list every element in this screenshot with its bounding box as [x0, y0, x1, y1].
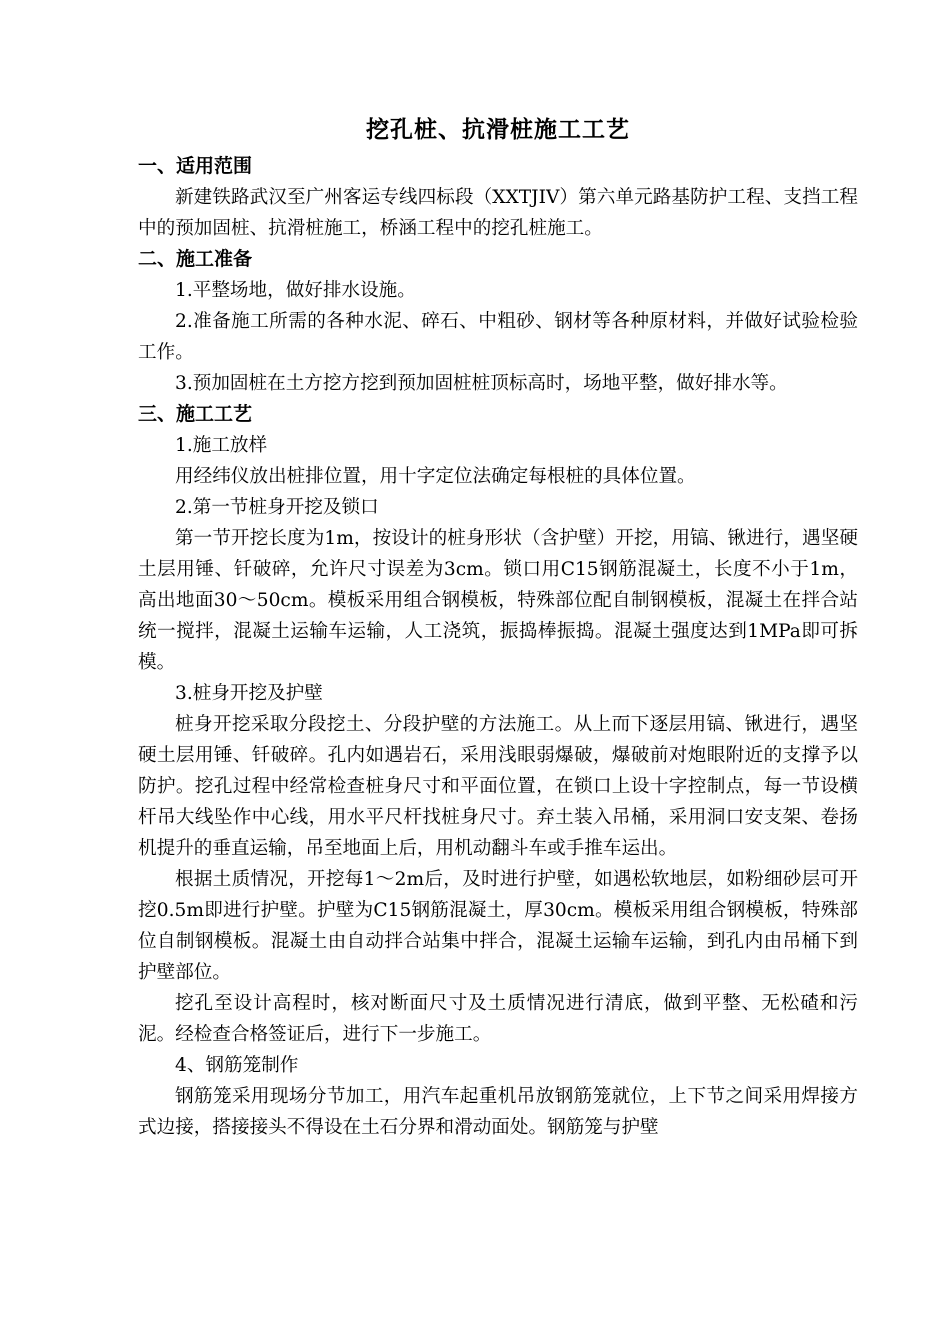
- document-title: 挖孔桩、抗滑桩施工工艺: [366, 116, 630, 143]
- subheading-excavation: 3.桩身开挖及护壁: [175, 683, 323, 704]
- paragraph-scope: 新建铁路武汉至广州客运专线四标段（XXTJIV）第六单元路基防护工程、支挡工程中的预加固桩、抗滑桩施工，桥涵工程中的挖孔桩施工。: [138, 187, 858, 239]
- subheading-layout: 1.施工放样: [175, 435, 268, 456]
- paragraph-prep-1: 1.平整场地，做好排水设施。: [175, 280, 416, 301]
- paragraph-rebar-cage: 钢筋笼采用现场分节加工，用汽车起重机吊放钢筋笼就位，上下节之间采用焊接方式边接，搭接接头不得设在土石分界和滑动面处。钢筋笼与护壁: [138, 1086, 858, 1138]
- section-heading-preparation: 二、施工准备: [138, 248, 253, 270]
- paragraph-prep-3: 3.预加固桩在土方挖方挖到预加固桩桩顶标高时，场地平整，做好排水等。: [175, 373, 788, 394]
- subheading-rebar-cage: 4、钢筋笼制作: [175, 1055, 299, 1076]
- document-content: [138, 112, 858, 1143]
- subheading-first-section: 2.第一节桩身开挖及锁口: [175, 497, 379, 518]
- section-heading-process: 三、施工工艺: [138, 403, 253, 425]
- paragraph-first-section: 第一节开挖长度为1m，按设计的桩身形状（含护壁）开挖，用镐、锹进行，遇坚硬土层用锤、钎破碎，允许尺寸误差为3cm。锁口用C15钢筋混凝土，长度不小于1m，高出地面30～50cm。模板采用组合钢模板，特殊部位配自制钢模板，混凝土在拌合站统一搅拌，混凝土运输车运输，人工浇筑，振捣棒振捣。混凝土强度达到1MPa即可拆模。: [138, 528, 858, 673]
- paragraph-bottom-cleaning: 挖孔至设计高程时，核对断面尺寸及土质情况进行清底，做到平整、无松碴和污泥。经检查合格签证后，进行下一步施工。: [138, 993, 858, 1045]
- section-heading-scope: 一、适用范围: [138, 155, 253, 177]
- paragraph-layout: 用经纬仪放出桩排位置，用十字定位法确定每根桩的具体位置。: [175, 466, 696, 487]
- paragraph-wall-protection: 根据土质情况，开挖每1～2m后，及时进行护壁，如遇松软地层，如粉细砂层可开挖0.5m即进行护壁。护壁为C15钢筋混凝土，厚30cm。模板采用组合钢模板，特殊部位自制钢模板。混凝土由自动拌合站集中拌合，混凝土运输车运输，到孔内由吊桶下到护壁部位。: [138, 869, 858, 983]
- paragraph-prep-2: 2.准备施工所需的各种水泥、碎石、中粗砂、钢材等各种原材料，并做好试验检验工作。: [138, 311, 858, 363]
- paragraph-excavation: 桩身开挖采取分段挖土、分段护壁的方法施工。从上而下逐层用镐、锹进行，遇坚硬土层用锤、钎破碎。孔内如遇岩石，采用浅眼弱爆破，爆破前对炮眼附近的支撑予以防护。挖孔过程中经常检查桩身尺寸和平面位置，在锁口上设十字控制点，每一节设横杆吊大线坠作中心线，用水平尺杆找桩身尺寸。弃土装入吊桶，采用洞口安支架、卷扬机提升的垂直运输，吊至地面上后，用机动翻斗车或手推车运出。: [138, 714, 858, 859]
